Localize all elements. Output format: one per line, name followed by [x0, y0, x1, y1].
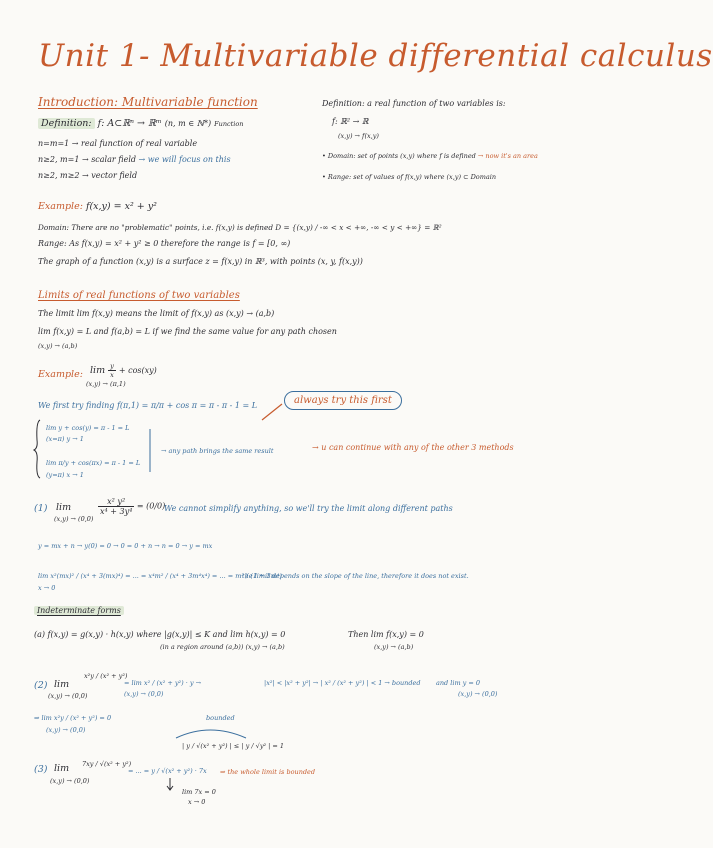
indeterminate-heading-text: Indeterminate forms	[34, 606, 124, 615]
ex-1-lim-sub: (x,y) → (0,0)	[54, 515, 94, 523]
right-map-1: f: ℝ² → ℝ	[332, 117, 369, 126]
range-definition: • Range: set of values of f(x,y) where (x,y) ⊂ Domain	[322, 173, 497, 181]
path-2-sub: (y=π) x → 1	[46, 471, 84, 479]
same-result: → any path brings the same result	[161, 447, 274, 455]
indeterminate-then: Then lim f(x,y) = 0	[348, 630, 424, 639]
ex-2-and-sub: (x,y) → (0,0)	[458, 690, 498, 698]
ex-2-lim-sub: (x,y) → (0,0)	[48, 692, 88, 700]
ex-3-lim7-sub: x → 0	[188, 798, 206, 806]
limits-line-1: The limit lim f(x,y) means the limit of f(x,y) as (x,y) → (a,b)	[38, 309, 275, 318]
indeterminate-a: (a) f(x,y) = g(x,y) · h(x,y) where |g(x,y)| ≤ K and lim h(x,y) = 0	[34, 630, 286, 639]
example-1-domain: Domain: There are no "problematic" points, i.e. f(x,y) is defined D = {(x,y) / -∞ < x < +∞, -∞ < y < +∞} = ℝ²	[38, 223, 442, 232]
bounded-brace	[176, 730, 246, 738]
page-title: Unit 1- Multivariable differential calculus	[38, 38, 713, 74]
ex-3-whole-bounded: ⇒ the whole limit is bounded	[220, 768, 316, 776]
ex-3-bounded-label: bounded	[206, 714, 235, 722]
ex-2-result: ⇒ lim x²y / (x² + y²) = 0	[34, 714, 112, 722]
right-definition: Definition: a real function of two variables is:	[322, 99, 506, 108]
ex-2-step: = lim x² / (x² + y²) · y →	[124, 679, 202, 687]
case-2-note: → we will focus on this	[138, 155, 231, 164]
ex-2-expression: x²y / (x² + y²)	[84, 672, 128, 680]
case-3: n≥2, m≥2 → vector field	[38, 171, 138, 180]
ex-1-denominator: x⁴ + 3y⁴	[100, 507, 133, 516]
definition-label: Definition:	[38, 118, 95, 129]
ex-2-lim: lim	[54, 679, 70, 690]
example-2-denominator: x	[110, 371, 114, 379]
ex-1-note: We cannot simplify anything, so we'll try the limit along different paths	[164, 504, 453, 513]
example-2-numerator: y	[110, 362, 114, 370]
ex-1-numerator: x² y²	[98, 497, 134, 507]
ex-3-lim: lim	[54, 763, 70, 774]
example-2-limit-sub: (x,y) → (π,1)	[86, 380, 126, 388]
ex-1-number: (1)	[34, 503, 48, 514]
example-2-lim: lim	[90, 365, 106, 376]
indeterminate-a-sub: (in a region around (a,b)) (x,y) → (a,b)	[160, 643, 285, 651]
ex-2-and: and lim y = 0	[436, 679, 481, 687]
path-1-sub: (x=π) y → 1	[46, 435, 84, 443]
domain-text: • Domain: set of points (x,y) where f is defined	[322, 152, 476, 160]
ex-3-lim7: lim 7x = 0	[182, 788, 216, 796]
limits-heading: Limits of real functions of two variables	[38, 290, 240, 301]
ex-1-chain: lim x²(mx)² / (x⁴ + 3(mx)⁴) = ... = x⁴m² / (x⁴ + 3m⁴x⁴) = ... = m² / (1 + 3m⁴)	[38, 572, 283, 580]
ex-3-lim-sub: (x,y) → (0,0)	[50, 777, 90, 785]
ex-2-result-sub: (x,y) → (0,0)	[46, 726, 86, 734]
ex-1-chain-sub: x → 0	[38, 584, 56, 592]
ex-2-number: (2)	[34, 680, 48, 691]
limits-line-2: lim f(x,y) = L and f(a,b) = L if we find the same value for any path chosen	[38, 327, 337, 336]
right-map-2: (x,y) → f(x,y)	[338, 132, 379, 140]
example-1-range: Range: As f(x,y) = x² + y² ≥ 0 therefore the range is f = [0, ∞)	[38, 239, 291, 248]
indeterminate-then-sub: (x,y) → (a,b)	[374, 643, 414, 651]
ex-1-equals: = (0/0)	[136, 501, 166, 511]
path-2: lim π/y + cos(πx) = π - 1 = L	[46, 459, 141, 467]
example-2-first-try: We first try finding f(π,1) = π/π + cos π = π - π - 1 = L	[38, 401, 258, 410]
domain-note: → now it's an area	[477, 152, 538, 160]
ex-3-number: (3)	[34, 764, 48, 775]
always-try-bubble: always try this first	[284, 391, 402, 410]
example-2-tail: + cos(xy)	[118, 366, 157, 375]
example-2-label: Example:	[38, 369, 83, 380]
continue-methods: → u can continue with any of the other 3 methods	[312, 443, 514, 452]
bubble-arrow	[262, 404, 282, 420]
ex-2-bound: |x²| < |x² + y²| → | x² / (x² + y²) | < 1 → bounded	[264, 679, 421, 687]
example-1-label: Example:	[38, 201, 83, 212]
example-1-graph: The graph of a function (x,y) is a surface z = f(x,y) in ℝ³, with points (x, y, f(x,y))	[38, 257, 363, 266]
ex-1-conclusion: the limit depends on the slope of the line, therefore it does not exist.	[242, 572, 469, 580]
definition-function-word: Function	[214, 120, 244, 128]
limits-line-2-sub: (x,y) → (a,b)	[38, 342, 78, 350]
definition-condition: (n, m ∈ ℕ*)	[164, 119, 212, 128]
ex-1-lim: lim	[56, 502, 72, 513]
ex-2-step-sub: (x,y) → (0,0)	[124, 690, 164, 698]
case-1: n=m=1 → real function of real variable	[38, 139, 198, 148]
ex-3-expression: 7xy / √(x² + y²)	[82, 760, 132, 768]
intro-heading: Introduction: Multivariable function	[38, 95, 258, 109]
path-1: lim y + cos(y) = π - 1 = L	[46, 424, 130, 432]
ex-1-path: y = mx + n → y(0) = 0 → 0 = 0 + n → n = 0 → y = mx	[38, 542, 213, 550]
case-2-text: n≥2, m=1 → scalar field	[38, 155, 136, 164]
paths-brace	[34, 420, 40, 478]
definition-map: f: A⊂ℝⁿ → ℝᵐ	[97, 118, 162, 129]
ex-3-bound: | y / √(x² + y²) | ≤ | y / √y² | = 1	[182, 742, 285, 750]
ex-3-step: = ... = y / √(x² + y²) · 7x	[128, 767, 207, 775]
example-1-function: f(x,y) = x² + y²	[85, 201, 157, 212]
